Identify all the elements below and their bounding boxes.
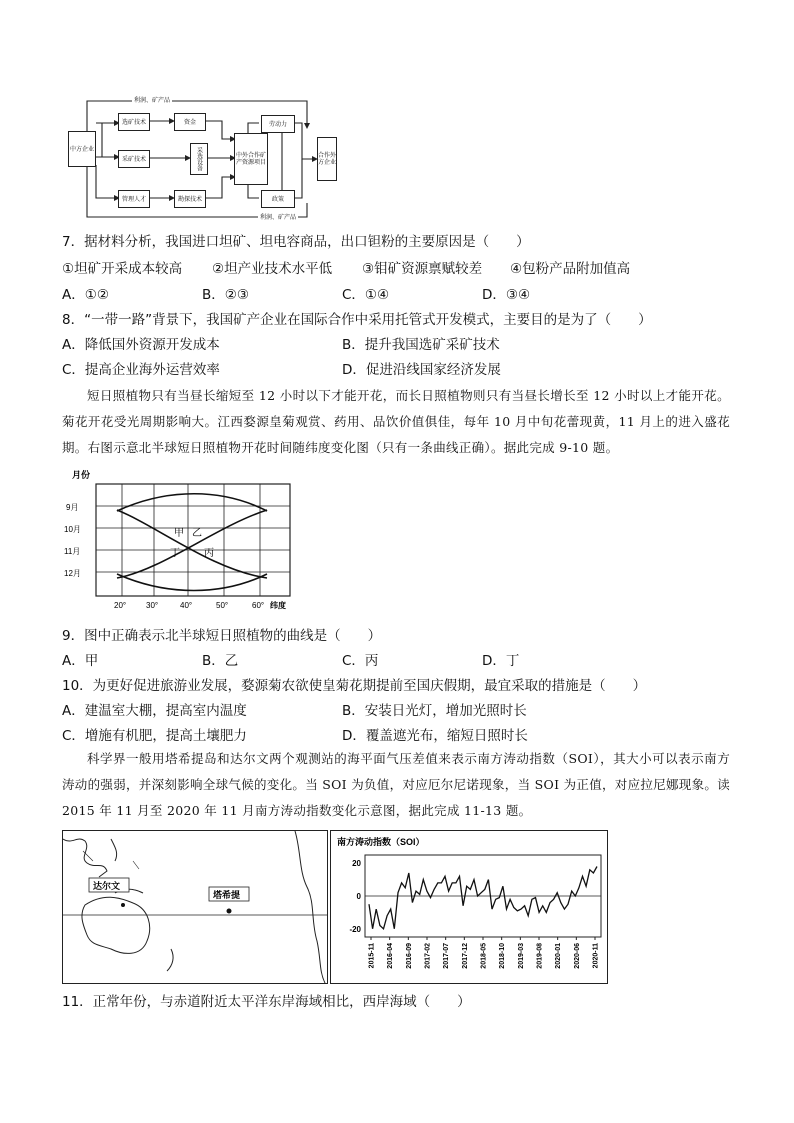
- soi-x-tick-label: 2019-08: [536, 943, 544, 969]
- q9-option-d[interactable]: D．丁: [482, 653, 520, 669]
- q8-option-c[interactable]: C．提高企业海外运营效率: [62, 362, 220, 378]
- q10-option-a[interactable]: A．建温室大棚，提高室内温度: [62, 703, 247, 719]
- q7-option-d[interactable]: D．③④: [482, 287, 531, 303]
- soi-x-tick-label: 2017-12: [461, 943, 469, 969]
- curve-ding: [117, 494, 267, 511]
- flowchart-bottom-label: 利润、矿产品: [260, 214, 297, 221]
- flowering-x-tick-30: 30°: [146, 601, 159, 610]
- soi-x-tick-label: 2019-03: [517, 943, 525, 969]
- flowchart-node-equipment: 采选设备: [190, 143, 208, 175]
- question-9-stem: 9．图中正确表示北半球短日照植物的曲线是（ ）: [62, 628, 382, 644]
- flowchart-node-talent: 管理人才: [118, 190, 150, 208]
- tahiti-point: [227, 909, 232, 914]
- q8-option-b[interactable]: B．提升我国选矿采矿技术: [342, 337, 500, 353]
- asia-coast: [63, 839, 107, 877]
- soi-x-tick-label: 2016-04: [387, 943, 395, 969]
- flowchart-node-beneficiation-tech: 选矿技术: [118, 113, 150, 131]
- soi-x-tick-label: 2017-07: [443, 943, 451, 969]
- flowering-x-tick-60: 60°: [252, 601, 265, 610]
- q7-option-b[interactable]: B．②③: [202, 287, 249, 303]
- q7-option-c[interactable]: C．①④: [342, 287, 390, 303]
- passage-soi-text: 科学界一般用塔希提岛和达尔文两个观测站的海平面气压差值来表示南方涛动指数（SOI），其大小可以表示南方涛动的强弱，并深刻影响全球气候的变化。当 SOI 为负值，对应厄尔尼诺现象，当 SOI 为正值，对应拉尼娜现象。读 2015 年 11 月至 2020 年 11 月南方涛动指数变化示意图，据此完成 11-13 题。: [62, 751, 730, 818]
- soi-x-tick-label: 2017-02: [424, 943, 432, 969]
- q10-option-b[interactable]: B．安装日光灯，增加光照时长: [342, 703, 527, 719]
- q7-option-a[interactable]: A．①②: [62, 287, 109, 303]
- question-7-stem: 7．据材料分析，我国进口坦矿、坦电容商品，出口钽粉的主要原因是（ ）: [62, 234, 530, 250]
- flowering-x-tick-40: 40°: [180, 601, 193, 610]
- soi-x-tick-label: 2020-06: [573, 943, 581, 969]
- soi-x-tick-label: 2016-09: [405, 943, 413, 969]
- flowering-chart-grid: [96, 484, 290, 596]
- q10-option-d[interactable]: D．覆盖遮光布，缩短日照时长: [342, 728, 528, 744]
- q7-item-4: ④包粉产品附加值高: [510, 261, 631, 277]
- soi-chart-title: 南方涛动指数（SOI）: [337, 837, 425, 847]
- pacific-map: [62, 830, 328, 984]
- soi-x-tick-label: 2018-05: [480, 943, 488, 969]
- curve-bing: [117, 574, 267, 591]
- question-11-stem: 11．正常年份，与赤道附近太平洋东岸海域相比，西岸海域（ ）: [62, 994, 471, 1010]
- flowchart-node-mining-tech: 采矿技术: [118, 150, 150, 168]
- flowchart-top-label: 利润、矿产品: [134, 97, 171, 104]
- flowchart: [62, 95, 342, 223]
- flowchart-node-labor: 劳动力: [261, 115, 295, 133]
- soi-series-line: [369, 867, 597, 929]
- soi-chart: [330, 830, 608, 984]
- flowchart-node-fund: 资金: [174, 113, 206, 131]
- curve-label-bing: 丙: [204, 548, 214, 559]
- tahiti-label: 塔希提: [213, 890, 241, 900]
- q7-item-1: ①坦矿开采成本较高: [62, 261, 183, 277]
- darwin-point: [121, 903, 125, 907]
- japan-outline: [111, 839, 117, 861]
- americas-coast: [295, 831, 325, 983]
- q8-option-d[interactable]: D．促进沿线国家经济发展: [342, 362, 501, 378]
- flowering-chart-curves: [117, 494, 267, 591]
- flowchart-node-project: 中外合作矿产资源项目: [234, 133, 268, 185]
- darwin-label: 达尔文: [93, 881, 121, 891]
- q9-option-b[interactable]: B．乙: [202, 653, 239, 669]
- soi-x-tick-label: 2020-01: [555, 943, 563, 969]
- flowchart-node-foreign-enterprise: 合作外方企业: [317, 137, 337, 181]
- q7-item-3: ③钼矿资源禀赋较差: [362, 261, 483, 277]
- question-8-stem: 8．“一带一路”背景下，我国矿产企业在国际合作中采用托管式开发模式，主要目的是为了（ ）: [62, 312, 652, 328]
- australia-outline: [82, 897, 150, 953]
- q8-option-a[interactable]: A．降低国外资源开发成本: [62, 337, 220, 353]
- curve-label-yi: 乙: [192, 528, 202, 539]
- new-zealand-outline: [167, 949, 173, 971]
- curve-label-ding: 丁: [170, 548, 180, 559]
- soi-x-tick-label: 2020-11: [592, 943, 600, 969]
- flowchart-node-chinese-enterprise: 中方企业: [68, 131, 96, 167]
- flowering-y-tick-oct: 10月: [64, 525, 81, 534]
- soi-y-tick-label: -20: [349, 924, 361, 934]
- curve-label-jia: 甲: [174, 528, 184, 539]
- flowering-y-tick-nov: 11月: [64, 547, 81, 556]
- q7-item-2: ②坦产业技术水平低: [212, 261, 333, 277]
- flowering-chart-frame: [96, 484, 290, 596]
- flowering-chart-ylabel: 月份: [72, 470, 91, 480]
- soi-y-tick-label: 0: [356, 892, 361, 901]
- flowering-latitude-chart: [62, 466, 302, 616]
- passage-photoperiod: [62, 383, 730, 461]
- passage-soi: [62, 746, 730, 824]
- flowering-chart-svg: [62, 466, 302, 616]
- flowchart-node-survey-tech: 勘探技术: [174, 190, 206, 208]
- pacific-map-svg: [63, 831, 327, 983]
- flowering-x-tick-50: 50°: [216, 601, 229, 610]
- question-10-stem: 10．为更好促进旅游业发展，婺源菊农欲使皇菊花期提前至国庆假期，最宜采取的措施是（ ）: [62, 678, 647, 694]
- flowering-xlabel: 纬度: [270, 601, 286, 610]
- soi-chart-svg: [331, 831, 607, 983]
- flowchart-node-policy: 政策: [261, 190, 295, 208]
- soi-x-tick-label: 2015-11: [368, 943, 376, 969]
- soi-y-tick-label: 20: [352, 859, 361, 869]
- passage-photoperiod-text: 短日照植物只有当昼长缩短至 12 小时以下才能开花，而长日照植物则只有当昼长增长至 12 小时以上才能开花。菊花开花受光周期影响大。江西婺源皇菊观赏、药用、品饮价值俱佳，每年 10 月中旬花蕾现黄，11 月上的进入盛花期。右图示意北半球短日照植物开花时间随纬度变化图（只有一条曲线正确）。据此完成 9-10 题。: [62, 388, 730, 455]
- flowering-x-tick-20: 20°: [114, 601, 127, 610]
- q9-option-a[interactable]: A．甲: [62, 653, 99, 669]
- curve-jia: [117, 510, 267, 578]
- q10-option-c[interactable]: C．增施有机肥，提高土壤肥力: [62, 728, 247, 744]
- flowering-y-tick-dec: 12月: [64, 569, 81, 578]
- flowering-y-tick-sep: 9月: [66, 503, 79, 512]
- soi-x-tick-label: 2018-10: [499, 943, 507, 969]
- q9-option-c[interactable]: C．丙: [342, 653, 379, 669]
